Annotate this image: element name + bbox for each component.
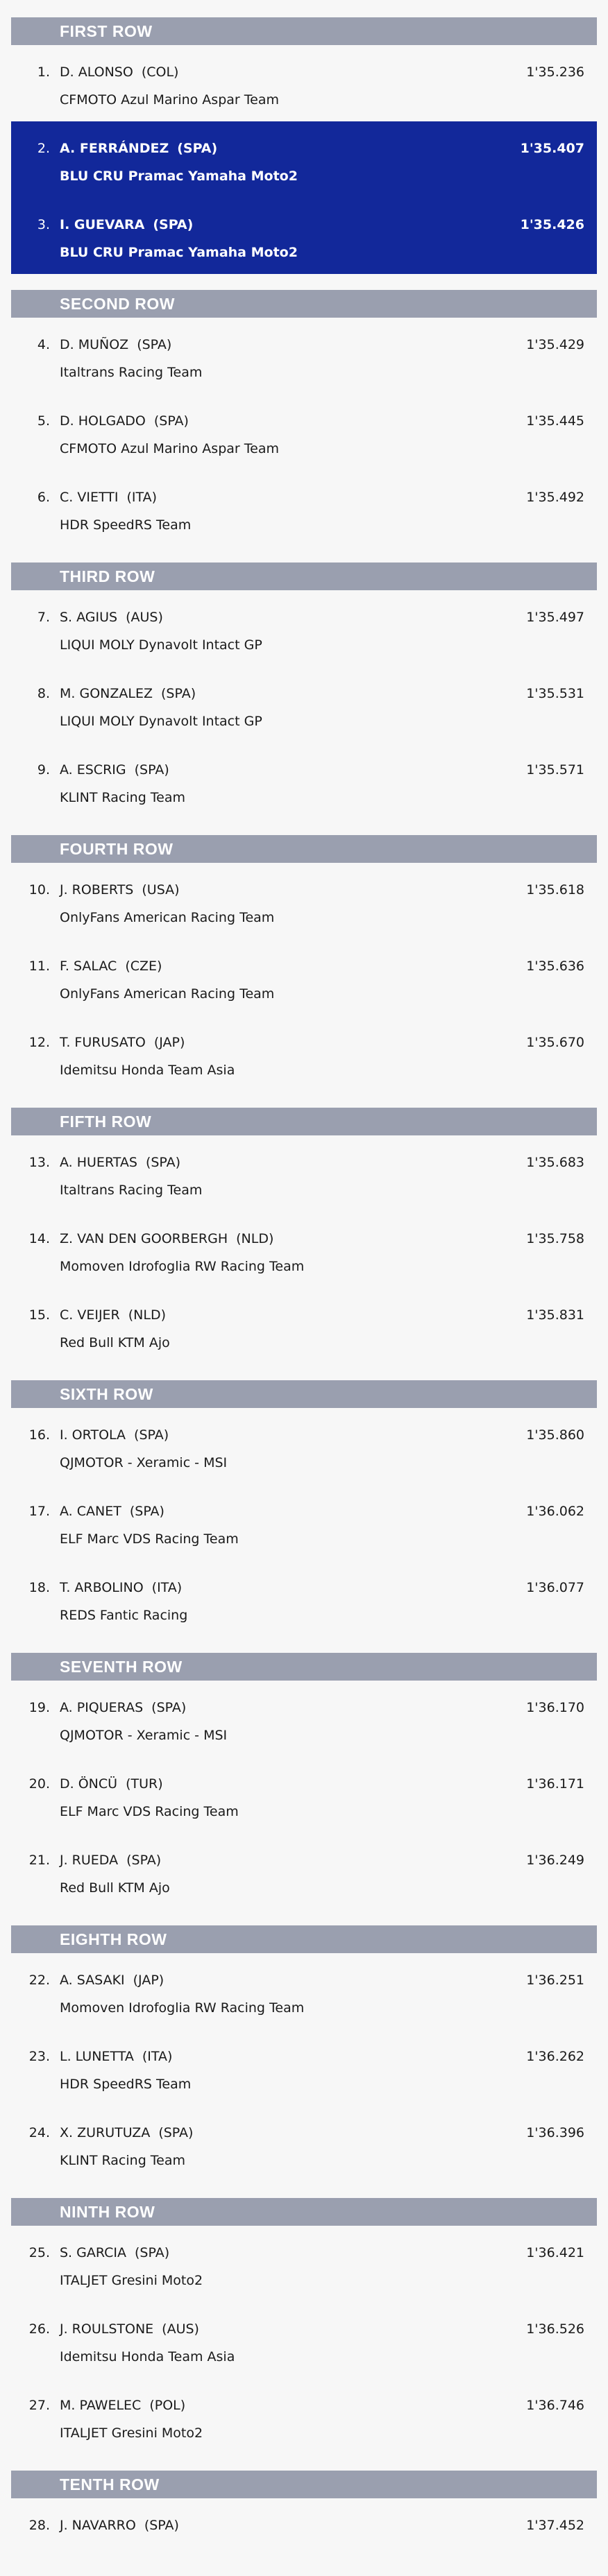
lap-time: 1'35.407 — [520, 141, 584, 156]
grid-position: 1. — [37, 65, 50, 80]
team-name: ELF Marc VDS Racing Team — [60, 1804, 239, 1819]
rider-name-text: I. ORTOLA — [60, 1427, 126, 1443]
grid-row-header: THIRD ROW — [11, 563, 597, 590]
team-name: Red Bull KTM Ajo — [60, 1880, 170, 1896]
rider-row[interactable] — [0, 318, 608, 394]
lap-time: 1'35.236 — [526, 65, 584, 80]
rider-row[interactable] — [0, 1015, 608, 1092]
rider-nationality: (NLD) — [128, 1307, 167, 1323]
rider-row[interactable] — [0, 2029, 608, 2106]
rider-name-text: D. ÖNCÜ — [60, 1776, 118, 1792]
team-name: HDR SpeedRS Team — [60, 517, 192, 533]
rider-name[interactable] — [60, 2398, 185, 2413]
rider-name-text: D. MUÑOZ — [60, 337, 129, 352]
lap-time: 1'35.670 — [526, 1035, 584, 1050]
grid-row-header: SECOND ROW — [11, 290, 597, 318]
team-name: ITALJET Gresini Moto2 — [60, 2273, 203, 2288]
grid-position: 4. — [37, 337, 50, 352]
rider-name[interactable] — [60, 217, 193, 232]
rider-name[interactable] — [60, 1231, 273, 1246]
rider-row[interactable] — [0, 667, 608, 743]
rider-row[interactable] — [0, 1757, 608, 1833]
rider-nationality: (SPA) — [134, 762, 169, 778]
rider-name-text: D. HOLGADO — [60, 413, 146, 429]
rider-row[interactable] — [0, 939, 608, 1015]
rider-name[interactable] — [60, 490, 157, 505]
rider-row[interactable] — [0, 2302, 608, 2378]
rider-name[interactable] — [60, 610, 163, 625]
team-name: LIQUI MOLY Dynavolt Intact GP — [60, 714, 262, 729]
rider-row[interactable] — [11, 121, 597, 198]
rider-name[interactable] — [60, 1155, 180, 1170]
rider-name[interactable] — [60, 2049, 172, 2064]
lap-time: 1'35.497 — [526, 610, 584, 625]
grid-position: 25. — [28, 2245, 50, 2260]
lap-time: 1'37.452 — [526, 2518, 584, 2533]
rider-name-text: J. NAVARRO — [60, 2518, 136, 2533]
rider-name-text: A. ESCRIG — [60, 762, 126, 778]
team-name: CFMOTO Azul Marino Aspar Team — [60, 441, 279, 456]
rider-name[interactable] — [60, 2125, 193, 2140]
rider-nationality: (ITA) — [142, 2049, 173, 2064]
rider-nationality: (SPA) — [144, 2518, 179, 2533]
rider-row[interactable] — [0, 2378, 608, 2455]
grid-row-header: FIRST ROW — [11, 17, 597, 45]
rider-nationality: (TUR) — [126, 1776, 163, 1792]
rider-nationality: (CZE) — [125, 959, 162, 974]
lap-time: 1'35.758 — [526, 1231, 584, 1246]
rider-row[interactable] — [0, 394, 608, 470]
lap-time: 1'35.636 — [526, 959, 584, 974]
grid-position: 27. — [28, 2398, 50, 2413]
rider-name-text: I. GUEVARA — [60, 217, 145, 232]
team-name: QJMOTOR - Xeramic - MSI — [60, 1728, 228, 1743]
rider-name-text: M. PAWELEC — [60, 2398, 142, 2413]
grid-position: 17. — [28, 1504, 50, 1519]
rider-name[interactable] — [60, 1580, 182, 1595]
team-name: Red Bull KTM Ajo — [60, 1335, 170, 1350]
rider-name[interactable] — [60, 1504, 164, 1519]
team-name: ITALJET Gresini Moto2 — [60, 2425, 203, 2441]
team-name: Italtrans Racing Team — [60, 365, 203, 380]
rider-nationality: (SPA) — [126, 1853, 162, 1868]
grid-position: 14. — [28, 1231, 50, 1246]
grid-position: 15. — [28, 1307, 50, 1323]
team-name: Italtrans Racing Team — [60, 1183, 203, 1198]
rider-nationality: (NLD) — [236, 1231, 274, 1246]
lap-time: 1'36.262 — [526, 2049, 584, 2064]
grid-row-header: TENTH ROW — [11, 2471, 597, 2498]
rider-row[interactable] — [0, 1288, 608, 1364]
rider-nationality: (SPA) — [129, 1504, 164, 1519]
rider-row[interactable] — [0, 2226, 608, 2302]
lap-time: 1'36.526 — [526, 2321, 584, 2337]
rider-name-text: D. ALONSO — [60, 65, 133, 80]
rider-name[interactable] — [60, 413, 189, 429]
rider-name[interactable] — [60, 141, 217, 156]
highlighted-riders — [11, 121, 597, 274]
lap-time: 1'35.429 — [526, 337, 584, 352]
lap-time: 1'36.171 — [526, 1776, 584, 1792]
rider-nationality: (SPA) — [145, 1155, 181, 1170]
grid-position: 24. — [28, 2125, 50, 2140]
rider-name[interactable] — [60, 2321, 199, 2337]
rider-name-text: L. LUNETTA — [60, 2049, 134, 2064]
lap-time: 1'36.077 — [526, 1580, 584, 1595]
lap-time: 1'36.421 — [526, 2245, 584, 2260]
rider-nationality: (ITA) — [151, 1580, 183, 1595]
grid-row-header: SIXTH ROW — [11, 1380, 597, 1408]
rider-row[interactable] — [0, 1135, 608, 1212]
rider-row[interactable] — [0, 45, 608, 121]
rider-name-text: J. RUEDA — [60, 1853, 119, 1868]
rider-row[interactable] — [11, 198, 597, 274]
rider-name-text: A. FERRÁNDEZ — [60, 141, 169, 156]
rider-nationality: (USA) — [142, 882, 180, 898]
rider-row[interactable] — [0, 1681, 608, 1757]
rider-row[interactable] — [0, 1484, 608, 1561]
grid-row-header: FIFTH ROW — [11, 1108, 597, 1135]
team-name: KLINT Racing Team — [60, 790, 186, 805]
lap-time: 1'36.396 — [526, 2125, 584, 2140]
grid-position: 26. — [28, 2321, 50, 2337]
rider-name-text: C. VIETTI — [60, 490, 119, 505]
rider-nationality: (SPA) — [137, 337, 172, 352]
rider-row[interactable] — [0, 2106, 608, 2182]
grid-position: 8. — [37, 686, 50, 701]
team-name: KLINT Racing Team — [60, 2153, 186, 2168]
grid-row-header: EIGHTH ROW — [11, 1925, 597, 1953]
grid-position: 19. — [28, 1700, 50, 1715]
lap-time: 1'35.683 — [526, 1155, 584, 1170]
rider-row[interactable] — [0, 2498, 608, 2575]
rider-name-text: A. CANET — [60, 1504, 121, 1519]
grid-position: 20. — [28, 1776, 50, 1792]
grid-row-header: SEVENTH ROW — [11, 1653, 597, 1681]
rider-name[interactable] — [60, 2518, 179, 2533]
rider-nationality: (ITA) — [126, 490, 157, 505]
rider-name-text: A. HUERTAS — [60, 1155, 137, 1170]
grid-position: 6. — [37, 490, 50, 505]
lap-time: 1'35.860 — [526, 1427, 584, 1443]
grid-position: 23. — [28, 2049, 50, 2064]
team-name: ELF Marc VDS Racing Team — [60, 1531, 239, 1547]
rider-name[interactable] — [60, 762, 169, 778]
rider-nationality: (JAP) — [133, 1973, 164, 1988]
rider-nationality: (SPA) — [177, 141, 218, 156]
team-name: LIQUI MOLY Dynavolt Intact GP — [60, 637, 262, 653]
rider-row[interactable] — [0, 470, 608, 547]
rider-nationality: (SPA) — [153, 413, 189, 429]
rider-nationality: (SPA) — [151, 1700, 187, 1715]
rider-name-text: A. SASAKI — [60, 1973, 125, 1988]
team-name: BLU CRU Pramac Yamaha Moto2 — [60, 245, 298, 260]
rider-row[interactable] — [0, 1212, 608, 1288]
rider-nationality: (SPA) — [160, 686, 196, 701]
lap-time: 1'35.492 — [526, 490, 584, 505]
rider-name[interactable] — [60, 959, 162, 974]
rider-nationality: (POL) — [149, 2398, 186, 2413]
grid-position: 3. — [37, 217, 50, 232]
rider-name[interactable] — [60, 882, 180, 898]
rider-name[interactable] — [60, 1776, 163, 1792]
team-name: QJMOTOR - Xeramic - MSI — [60, 1455, 228, 1470]
rider-name[interactable] — [60, 1427, 169, 1443]
rider-nationality: (AUS) — [162, 2321, 199, 2337]
grid-position: 18. — [28, 1580, 50, 1595]
rider-name-text: X. ZURUTUZA — [60, 2125, 151, 2140]
grid-position: 11. — [28, 959, 50, 974]
rider-name[interactable] — [60, 337, 171, 352]
lap-time: 1'35.618 — [526, 882, 584, 898]
grid-position: 9. — [37, 762, 50, 778]
grid-position: 16. — [28, 1427, 50, 1443]
rider-name-text: A. PIQUERAS — [60, 1700, 144, 1715]
rider-name[interactable] — [60, 1307, 166, 1323]
rider-name[interactable] — [60, 686, 196, 701]
grid-position: 12. — [28, 1035, 50, 1050]
rider-nationality: (SPA) — [134, 2245, 170, 2260]
rider-row[interactable] — [0, 1408, 608, 1484]
rider-name-text: J. ROBERTS — [60, 882, 134, 898]
rider-row[interactable] — [0, 1833, 608, 1909]
lap-time: 1'36.062 — [526, 1504, 584, 1519]
grid-position: 2. — [37, 141, 50, 156]
grid-position: 21. — [28, 1853, 50, 1868]
rider-nationality: (SPA) — [153, 217, 194, 232]
team-name: BLU CRU Pramac Yamaha Moto2 — [60, 169, 298, 184]
team-name: OnlyFans American Racing Team — [60, 986, 275, 1002]
rider-row[interactable] — [0, 1953, 608, 2029]
rider-name-text: T. ARBOLINO — [60, 1580, 144, 1595]
rider-nationality: (AUS) — [126, 610, 163, 625]
rider-name[interactable] — [60, 1035, 185, 1050]
team-name: Idemitsu Honda Team Asia — [60, 1063, 235, 1078]
lap-time: 1'36.746 — [526, 2398, 584, 2413]
lap-time: 1'35.531 — [526, 686, 584, 701]
grid-position: 13. — [28, 1155, 50, 1170]
grid-position: 10. — [28, 882, 50, 898]
lap-time: 1'35.831 — [526, 1307, 584, 1323]
rider-name[interactable] — [60, 1853, 161, 1868]
rider-name-text: S. GARCIA — [60, 2245, 126, 2260]
rider-row[interactable] — [0, 863, 608, 939]
team-name: REDS Fantic Racing — [60, 1608, 188, 1623]
team-name: Momoven Idrofoglia RW Racing Team — [60, 2000, 305, 2016]
team-name: Momoven Idrofoglia RW Racing Team — [60, 1259, 305, 1274]
rider-nationality: (COL) — [141, 65, 179, 80]
lap-time: 1'35.445 — [526, 413, 584, 429]
grid-row-header: NINTH ROW — [11, 2198, 597, 2226]
rider-name-text: Z. VAN DEN GOORBERGH — [60, 1231, 228, 1246]
grid-position: 28. — [28, 2518, 50, 2533]
rider-name-text: S. AGIUS — [60, 610, 118, 625]
grid-position: 7. — [37, 610, 50, 625]
rider-name[interactable] — [60, 1973, 164, 1988]
grid-row-header: FOURTH ROW — [11, 835, 597, 863]
rider-name-text: J. ROULSTONE — [60, 2321, 154, 2337]
rider-name[interactable] — [60, 2245, 169, 2260]
rider-name[interactable] — [60, 65, 178, 80]
lap-time: 1'35.426 — [520, 217, 584, 232]
rider-name-text: C. VEIJER — [60, 1307, 120, 1323]
lap-time: 1'36.170 — [526, 1700, 584, 1715]
rider-nationality: (JAP) — [153, 1035, 185, 1050]
starting-grid — [0, 17, 608, 2575]
rider-row[interactable] — [0, 590, 608, 667]
rider-name[interactable] — [60, 1700, 186, 1715]
grid-position: 22. — [28, 1973, 50, 1988]
lap-time: 1'35.571 — [526, 762, 584, 778]
team-name: OnlyFans American Racing Team — [60, 910, 275, 925]
team-name: HDR SpeedRS Team — [60, 2077, 192, 2092]
lap-time: 1'36.249 — [526, 1853, 584, 1868]
team-name: CFMOTO Azul Marino Aspar Team — [60, 92, 279, 108]
rider-name-text: F. SALAC — [60, 959, 117, 974]
rider-name-text: M. GONZALEZ — [60, 686, 153, 701]
rider-nationality: (SPA) — [134, 1427, 169, 1443]
rider-row[interactable] — [0, 743, 608, 819]
rider-nationality: (SPA) — [158, 2125, 194, 2140]
rider-row[interactable] — [0, 1561, 608, 1637]
team-name: Idemitsu Honda Team Asia — [60, 2349, 235, 2364]
rider-name-text: T. FURUSATO — [60, 1035, 146, 1050]
lap-time: 1'36.251 — [526, 1973, 584, 1988]
grid-position: 5. — [37, 413, 50, 429]
